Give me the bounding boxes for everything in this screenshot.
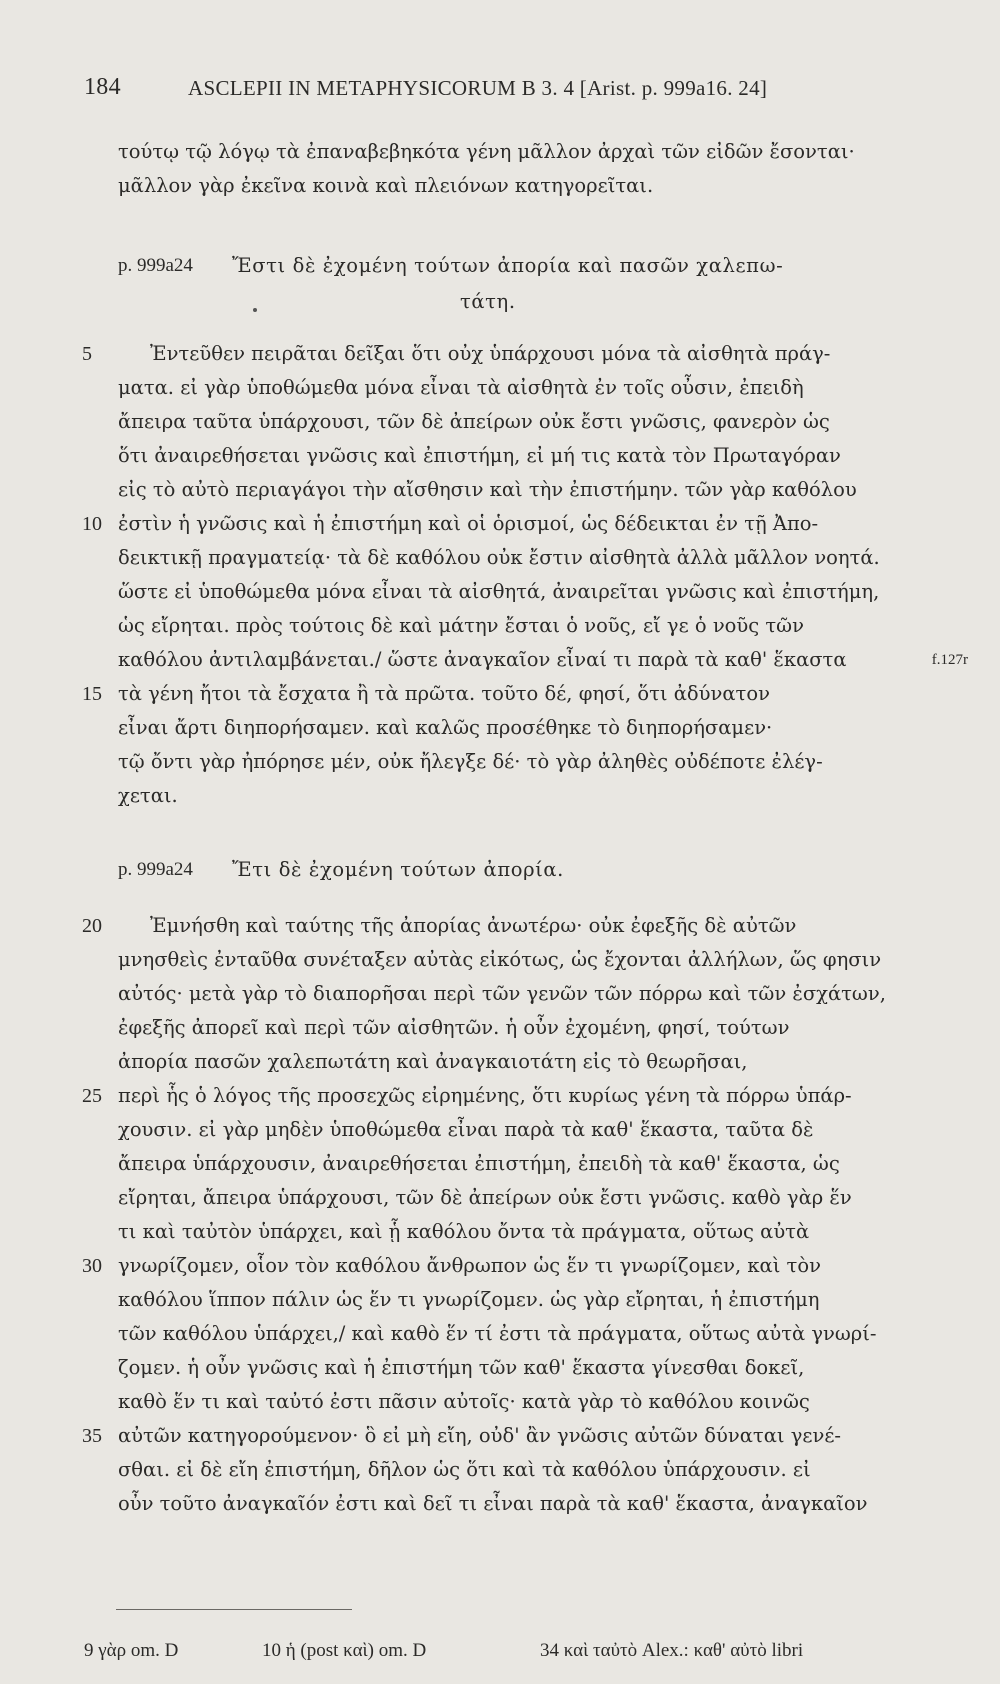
text-line: καθόλου ἀντιλαμβάνεται./ ὥστε ἀναγκαῖον εἶναί τι παρὰ τὰ καθ' ἕκαστα xyxy=(118,648,847,671)
stray-mark xyxy=(253,308,257,312)
folio-marginal-note: f.127r xyxy=(931,652,968,668)
text-line: τῶν καθόλου ὑπάρχει,/ καὶ καθὸ ἕν τί ἐστι τὰ πράγματα, οὕτως αὐτὰ γνωρί- xyxy=(118,1322,877,1345)
line-number: 20 xyxy=(82,915,102,937)
text-line: γνωρίζομεν, οἷον τὸν καθόλου ἄνθρωπον ὡς ἕν τι γνωρίζομεν, καὶ τὸν xyxy=(118,1254,821,1277)
text-line: εἶναι ἄρτι διηπορήσαμεν. καὶ καλῶς προσέθηκε τὸ διηπορήσαμεν· xyxy=(118,716,773,739)
text-line: τῷ ὄντι γὰρ ἠπόρησε μέν, οὐκ ἤλεγξε δέ· τὸ γὰρ ἀληθὲς οὐδέποτε ἐλέγ- xyxy=(118,750,823,773)
lemma-line: τάτη. xyxy=(460,290,516,313)
text-line: ἀπορία πασῶν χαλεπωτάτη καὶ ἀναγκαιοτάτη εἰς τὸ θεωρῆσαι, xyxy=(118,1050,748,1073)
text-line: μνησθεὶς ἐνταῦθα συνέταξεν αὐτὰς εἰκότως, ὡς ἔχονται ἀλλήλων, ὥς φησιν xyxy=(118,948,882,971)
text-line: τὰ γένη ἤτοι τὰ ἔσχατα ἢ τὰ πρῶτα. τοῦτο δέ, φησί, ὅτι ἀδύνατον xyxy=(118,682,770,705)
page-number: 184 xyxy=(84,74,121,100)
text-line: μᾶλλον γὰρ ἐκεῖνα κοινὰ καὶ πλειόνων κατηγορεῖται. xyxy=(118,174,654,197)
text-line: αὐτός· μετὰ γὰρ τὸ διαπορῆσαι περὶ τῶν γενῶν τῶν πόρρω καὶ τῶν ἐσχάτων, xyxy=(118,982,886,1005)
text-line: περὶ ἧς ὁ λόγος τῆς προσεχῶς εἰρημένης, ὅτι κυρίως γένη τὰ πόρρω ὑπάρ- xyxy=(118,1084,852,1107)
text-line: ἐστὶν ἡ γνῶσις καὶ ἡ ἐπιστήμη καὶ οἱ ὁρισμοί, ὡς δέδεικται ἐν τῇ Ἀπο- xyxy=(118,512,819,535)
footnote-divider xyxy=(116,1609,352,1610)
text-line: εἰς τὸ αὐτὸ περιαγάγοι τὴν αἴσθησιν καὶ τὴν ἐπιστήμην. τῶν γὰρ καθόλου xyxy=(118,478,857,501)
text-line: δεικτικῇ πραγματείᾳ· τὰ δὲ καθόλου οὐκ ἔστιν αἰσθητὰ ἀλλὰ μᾶλλον νοητά. xyxy=(118,546,880,569)
line-number: 15 xyxy=(82,683,102,705)
text-line: οὖν τοῦτο ἀναγκαῖόν ἐστι καὶ δεῖ τι εἶναι παρὰ τὰ καθ' ἕκαστα, ἀναγκαῖον xyxy=(118,1492,868,1515)
line-number: 10 xyxy=(82,513,102,535)
text-line: ὅτι ἀναιρεθήσεται γνῶσις καὶ ἐπιστήμη, εἰ μή τις κατὰ τὸν Πρωταγόραν xyxy=(118,444,841,467)
aristotle-reference: p. 999a24 xyxy=(118,859,193,880)
apparatus-footnote: 10 ἡ (post καὶ) om. D xyxy=(262,1640,427,1661)
text-line: καθόλου ἵππον πάλιν ὡς ἕν τι γνωρίζομεν. ὡς γὰρ εἴρηται, ἡ ἐπιστήμη xyxy=(118,1288,820,1311)
line-number: 25 xyxy=(82,1085,102,1107)
text-line: σθαι. εἰ δὲ εἴη ἐπιστήμη, δῆλον ὡς ὅτι καὶ τὰ καθόλου ὑπάρχουσιν. εἰ xyxy=(118,1458,811,1481)
text-line: ζομεν. ἡ οὖν γνῶσις καὶ ἡ ἐπιστήμη τῶν καθ' ἕκαστα γίνεσθαι δοκεῖ, xyxy=(118,1356,805,1379)
text-line: ἄπειρα ὑπάρχουσιν, ἀναιρεθήσεται ἐπιστήμη, ἐπειδὴ τὰ καθ' ἕκαστα, ὡς xyxy=(118,1152,840,1175)
running-header xyxy=(84,74,884,110)
text-line: καθὸ ἕν τι καὶ ταὐτό ἐστι πᾶσιν αὐτοῖς· κατὰ γὰρ τὸ καθόλου κοινῶς xyxy=(118,1390,810,1413)
text-line: ὥστε εἰ ὑποθώμεθα μόνα εἶναι τὰ αἰσθητά, ἀναιρεῖται γνῶσις καὶ ἐπιστήμη, xyxy=(118,580,880,603)
text-line: εἴρηται, ἄπειρα ὑπάρχουσι, τῶν δὲ ἀπείρων οὐκ ἔστι γνῶσις. καθὸ γὰρ ἕν xyxy=(118,1186,852,1209)
text-line: χουσιν. εἰ γὰρ μηδὲν ὑποθώμεθα εἶναι παρὰ τὰ καθ' ἕκαστα, ταῦτα δὲ xyxy=(118,1118,814,1141)
lemma-line: Ἔτι δὲ ἐχομένη τούτων ἀπορία. xyxy=(232,858,564,881)
text-line: ὡς εἴρηται. πρὸς τούτοις δὲ καὶ μάτην ἔσται ὁ νοῦς, εἴ γε ὁ νοῦς τῶν xyxy=(118,614,804,637)
apparatus-footnote: 9 γὰρ om. D xyxy=(84,1640,179,1661)
line-number: 5 xyxy=(82,343,92,365)
text-line: ἄπειρα ταῦτα ὑπάρχουσι, τῶν δὲ ἀπείρων οὐκ ἔστι γνῶσις, φανερὸν ὡς xyxy=(118,410,830,433)
line-number: 35 xyxy=(82,1425,102,1447)
text-line: Ἐντεῦθεν πειρᾶται δεῖξαι ὅτι οὐχ ὑπάρχουσι μόνα τὰ αἰσθητὰ πράγ- xyxy=(150,342,831,365)
text-line: ἐφεξῆς ἀπορεῖ καὶ περὶ τῶν αἰσθητῶν. ἡ οὖν ἐχομένη, φησί, τούτων xyxy=(118,1016,790,1039)
apparatus-footnote: 34 καὶ ταὐτὸ Alex.: καθ' αὐτὸ libri xyxy=(540,1640,804,1661)
aristotle-reference: p. 999a24 xyxy=(118,255,193,276)
text-line: τι καὶ ταὐτὸν ὑπάρχει, καὶ ᾗ καθόλου ὄντα τὰ πράγματα, οὕτως αὐτὰ xyxy=(118,1220,810,1243)
lemma-line: Ἔστι δὲ ἐχομένη τούτων ἀπορία καὶ πασῶν χαλεπω- xyxy=(232,254,784,277)
text-line: αὐτῶν κατηγορούμενον· ὃ εἰ μὴ εἴη, οὐδ' ἂν γνῶσις αὐτῶν δύναται γενέ- xyxy=(118,1424,842,1447)
text-line: τούτῳ τῷ λόγῳ τὰ ἐπαναβεβηκότα γένη μᾶλλον ἀρχαὶ τῶν εἰδῶν ἔσονται· xyxy=(118,140,855,163)
text-line: Ἐμνήσθη καὶ ταύτης τῆς ἀπορίας ἀνωτέρω· οὐκ ἐφεξῆς δὲ αὐτῶν xyxy=(150,914,797,937)
text-line: ματα. εἰ γὰρ ὑποθώμεθα μόνα εἶναι τὰ αἰσθητὰ ἐν τοῖς οὖσιν, ἐπειδὴ xyxy=(118,376,804,399)
text-line: χεται. xyxy=(118,784,178,807)
running-title: ASCLEPII IN METAPHYSICORUM B 3. 4 [Arist. p. 999a16. 24] xyxy=(188,76,768,100)
line-number: 30 xyxy=(82,1255,102,1277)
